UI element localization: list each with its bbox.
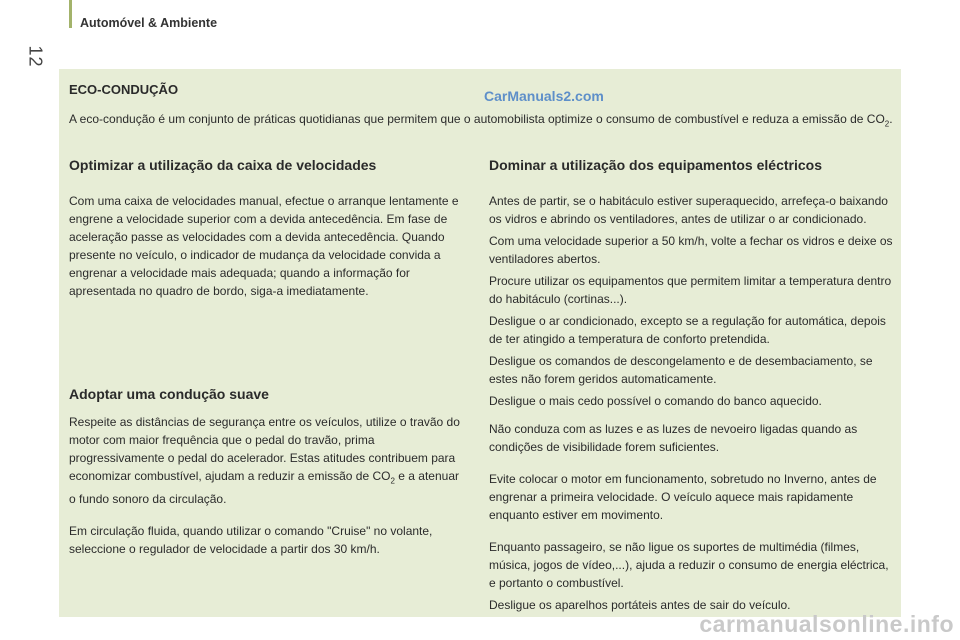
electrical-paragraph: Evite colocar o motor em funcionamento, sobretudo no Inverno, antes de engrenar a primeira velocidade. O veículo aquece mais rapidamente enquanto estiver em movimento.: [489, 472, 877, 522]
watermark-carmanuals2[interactable]: CarManuals2.com: [484, 88, 604, 104]
smooth-subscript: 2: [390, 476, 395, 486]
smooth-driving-paragraph-1: [69, 413, 461, 508]
intro-paragraph: [69, 110, 899, 133]
electrical-paragraph: Com uma velocidade superior a 50 km/h, volte a fechar os vidros e deixe os ventiladores abertos.: [489, 234, 893, 266]
section-accent-bar: [69, 0, 72, 28]
smooth-driving-section: [69, 413, 461, 562]
electrical-paragraph: Enquanto passageiro, se não ligue os suportes de multimédia (filmes, música, jogos de vídeo,...), ajuda a reduzir o consumo de energia eléctrica, e portanto o combustível.: [489, 540, 889, 590]
intro-subscript: 2: [884, 119, 890, 129]
smooth-driving-heading: Adoptar uma condução suave: [69, 386, 269, 402]
page-number: 12: [25, 45, 46, 68]
main-title: ECO-CONDUÇÃO: [69, 82, 179, 97]
gearbox-heading: Optimizar a utilização da caixa de velocidades: [69, 157, 377, 173]
smooth-driving-paragraph-2: Em circulação fluida, quando utilizar o comando "Cruise" no volante, seleccione o regulador de velocidade a partir dos 30 km/h.: [69, 524, 433, 557]
gearbox-paragraph: Com uma caixa de velocidades manual, efectue o arranque lentamente e engrene a velocidade superior com a devida antecedência. Em fase de aceleração passe as velocidades com a devida antecedência. Quando presente no veículo, o indicador de mudança da velocidade convida a engrenar a velocidade mais adequada; quando a informação for apresentada no quadro de bordo, siga-a imediatamente.: [69, 194, 459, 298]
smooth-text: Respeite as distâncias de segurança entre os veículos, utilize o travão do motor com maior frequência que o pedal do travão, prima progressivamente o pedal do acelerador. Estas atitudes contribuem para economizar combustível, ajudam a reduzir a emissão de CO: [69, 415, 460, 483]
section-header: Automóvel & Ambiente: [80, 16, 218, 30]
electrical-paragraph: Procure utilizar os equipamentos que permitem limitar a temperatura dentro do habitáculo (cortinas...).: [489, 274, 892, 306]
electrical-paragraph: Desligue os aparelhos portáteis antes de sair do veículo.: [489, 598, 791, 612]
intro-text: A eco-condução é um conjunto de práticas quotidianas que permitem que o automobilista optimize o consumo de combustível e reduza a emissão de CO: [69, 112, 885, 126]
electrical-paragraph: Antes de partir, se o habitáculo estiver superaquecido, arrefeça-o baixando os vidros e abrindo os ventiladores, antes de utilizar o ar condicionado.: [489, 194, 888, 226]
electrical-section: [489, 192, 895, 618]
watermark-carmanualsonline[interactable]: carmanualsonline.info: [699, 611, 954, 637]
electrical-paragraph: Desligue os comandos de descongelamento e de desembaciamento, se estes não forem geridos automaticamente.: [489, 354, 873, 386]
electrical-paragraph: Não conduza com as luzes e as luzes de nevoeiro ligadas quando as condições de visibilidade forem suficientes.: [489, 422, 858, 454]
gearbox-section: [69, 192, 467, 304]
intro-text-end: .: [889, 112, 893, 126]
smooth-text-end: e a atenuar o fundo sonoro da circulação.: [69, 469, 459, 507]
electrical-paragraph: Desligue o mais cedo possível o comando do banco aquecido.: [489, 394, 822, 408]
electrical-heading: Dominar a utilização dos equipamentos eléctricos: [489, 157, 822, 173]
electrical-paragraph: Desligue o ar condicionado, excepto se a regulação for automática, depois de ter atingido a temperatura de conforto pretendida.: [489, 314, 886, 346]
